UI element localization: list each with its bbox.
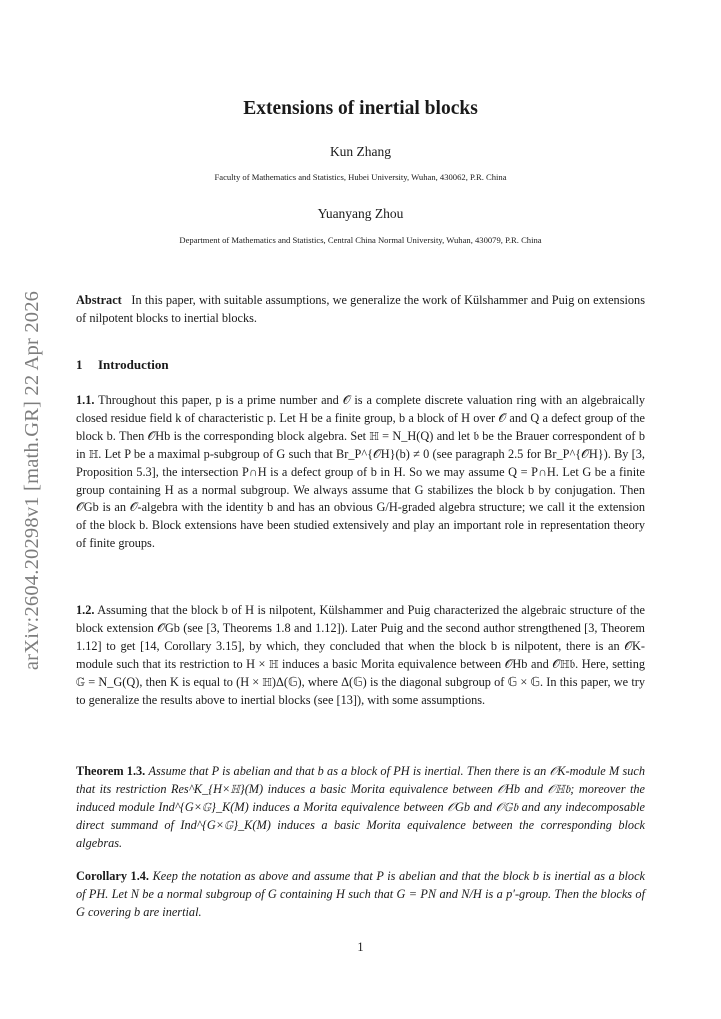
paper-title: Extensions of inertial blocks: [243, 98, 478, 119]
paragraph-1-2: [76, 602, 645, 709]
section-number: 1: [76, 357, 83, 372]
author-name-1: Kun Zhang: [329, 144, 392, 159]
abstract: [76, 292, 645, 328]
paragraph-1-1: [76, 392, 645, 553]
abstract-label: Abstract: [76, 293, 122, 307]
author-affiliation-2: Department of Mathematics and Statistics, Central China Normal University, Wuhan, 430079, P.R. China: [179, 235, 542, 245]
paragraph-label: 1.2.: [76, 603, 95, 617]
theorem-text: Assume that P is abelian and that b as a block of PH is inertial. Then there is an 𝒪K-module M such that its restriction Res^K_{H×ℍ}(M) induces a basic Morita equivalence between 𝒪Hb and 𝒪ℍ𝔟; moreover the induced module Ind^{G×𝔾}_K(M) induces a Morita equivalence between 𝒪Gb and 𝒪𝔾𝔟 and any indecomposable direct summand of Ind^{G×𝔾}_K(M) induces a basic Morita equivalence between the corresponding block algebras.: [76, 764, 645, 850]
arxiv-identifier-stamp: [14, 283, 52, 678]
corollary-label: Corollary 1.4.: [76, 869, 150, 883]
abstract-text: In this paper, with suitable assumptions, we generalize the work of Külshammer and Puig on extensions of nilpotent blocks to inertial blocks.: [76, 293, 645, 325]
section-title: Introduction: [98, 357, 169, 372]
author-affiliation-1: Faculty of Mathematics and Statistics, Hubei University, Wuhan, 430062, P.R. China: [214, 172, 507, 182]
paragraph-label: 1.1.: [76, 393, 95, 407]
paragraph-text: Throughout this paper, p is a prime number and 𝒪 is a complete discrete valuation ring with an algebraically closed residue field k of characteristic p. Let H be a finite group, b a block of H over 𝒪 and Q a defect group of the block b. Then 𝒪Hb is the corresponding block algebra. Set ℍ = N_H(Q) and let 𝔟 be the Brauer correspondent of b in ℍ. Let P be a maximal p-subgroup of G such that Br_P^{𝒪H}(b) ≠ 0 (see paragraph 2.5 for Br_P^{𝒪H}). By [3, Proposition 5.3], the intersection P∩H is a defect group of b in H. So we may assume Q = P∩H. Let G be a finite group containing H as a normal subgroup. We always assume that G stabilizes the block b by conjugation. Then 𝒪Gb is an 𝒪-algebra with the identity b and has an obvious G/H-graded algebra structure; we call it the extension of the block b. Block extensions have been studied extensively and play an important role in representation theory of finite groups.: [76, 393, 646, 551]
corollary-1-4: [76, 868, 645, 922]
section-heading-introduction: [76, 357, 169, 373]
theorem-1-3: [76, 763, 645, 853]
arxiv-identifier[interactable]: arXiv:2604.20298v1 [math.GR] 22 Apr 2026: [21, 290, 44, 671]
page-number: 1: [357, 940, 364, 954]
theorem-label: Theorem 1.3.: [76, 764, 146, 778]
paragraph-text: Assuming that the block b of H is nilpotent, Külshammer and Puig characterized the algebraic structure of the block extension 𝒪Gb (see [3, Theorems 1.8 and 1.12]). Later Puig and the second author strengthened [3, Theorem 1.12] to get [14, Corollary 3.15], by which, they concluded that when the block b is nilpotent, there is an 𝒪K-module such that its restriction to H × ℍ induces a basic Morita equivalence between 𝒪Hb and 𝒪ℍ𝔟. Here, setting 𝔾 = N_G(Q), then K is equal to (H × ℍ)Δ(𝔾), where Δ(𝔾) is the diagonal subgroup of 𝔾 × 𝔾. In this paper, we try to generalize the results above to inertial blocks (see [13]), with some assumptions.: [76, 603, 645, 707]
corollary-text: Keep the notation as above and assume that P is abelian and that the block b is inertial as a block of PH. Let N be a normal subgroup of G containing H such that G = PN and N/H is a p′-group. Then the blocks of G covering b are inertial.: [76, 869, 645, 919]
author-name-2: Yuanyang Zhou: [317, 206, 404, 221]
